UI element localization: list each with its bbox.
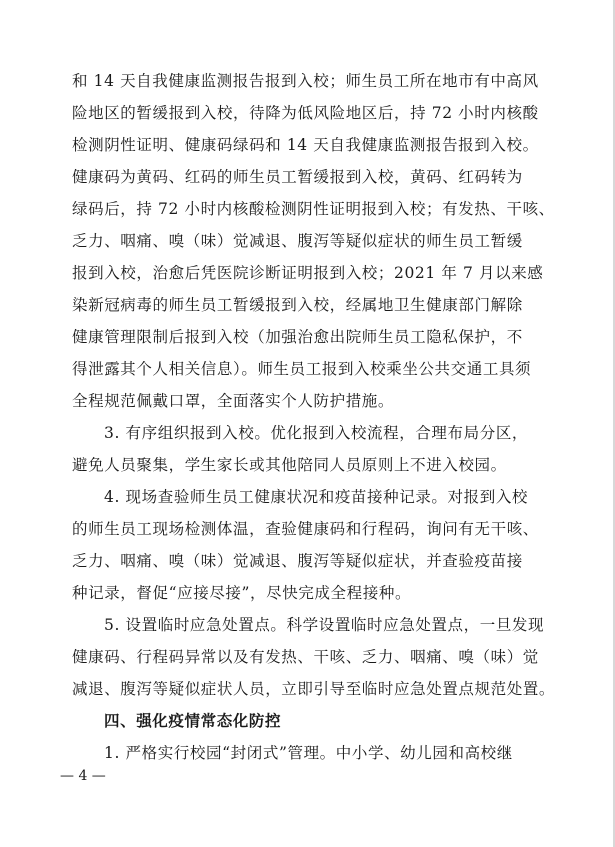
body-line: 险地区的暂缓报到入校，待降为低风险地区后，持 72 小时内核酸 (72, 104, 539, 122)
page-number: — 4 — (60, 768, 106, 784)
body-line: 健康码、行程码异常以及有发热、干咳、乏力、咽痛、嗅（味）觉 (72, 648, 539, 666)
body-line: 乏力、咽痛、嗅（味）觉减退、腹泻等疑似症状，并查验疫苗接 (72, 552, 523, 570)
body-line: 染新冠病毒的师生员工暂缓报到入校，经属地卫生健康部门解除 (72, 296, 523, 314)
body-line: 的师生员工现场检测体温，查验健康码和行程码，询问有无干咳、 (72, 520, 539, 538)
body-line: 健康管理限制后报到入校（加强治愈出院师生员工隐私保护，不 (72, 328, 523, 346)
body-line: 健康码为黄码、红码的师生员工暂缓报到入校，黄码、红码转为 (72, 168, 523, 186)
body-line: 避免人员聚集，学生家长或其他陪同人员原则上不进入校园。 (72, 456, 507, 474)
body-line: 种记录，督促“应接尽接”，尽快完成全程接种。 (72, 584, 412, 602)
body-line: 报到入校，治愈后凭医院诊断证明报到入校；2021 年 7 月以来感 (72, 264, 544, 282)
section-heading: 四、强化疫情常态化防控 (104, 712, 282, 730)
body-line: 得泄露其个人相关信息）。师生员工报到入校乘坐公共交通工具须 (72, 360, 532, 378)
item-4-line: 4. 现场查验师生员工健康状况和疫苗接种记录。对报到入校 (104, 488, 529, 506)
item-1-line: 1. 严格实行校园“封闭式”管理。中小学、幼儿园和高校继 (104, 744, 513, 762)
body-line: 乏力、咽痛、嗅（味）觉减退、腹泻等疑似症状的师生员工暂缓 (72, 232, 523, 250)
body-line: 减退、腹泻等疑似症状人员，立即引导至临时应急处置点规范处置。 (72, 680, 556, 698)
body-line: 检测阴性证明、健康码绿码和 14 天自我健康监测报告报到入校。 (72, 136, 539, 154)
body-line: 和 14 天自我健康监测报告报到入校；师生员工所在地市有中高风 (72, 72, 539, 90)
body-line: 全程规范佩戴口罩，全面落实个人防护措施。 (72, 392, 395, 410)
body-line: 绿码后，持 72 小时内核酸检测阴性证明报到入校；有发热、干咳、 (72, 200, 555, 218)
item-5-line: 5. 设置临时应急处置点。科学设置临时应急处置点，一旦发现 (104, 616, 545, 634)
item-3-line: 3. 有序组织报到入校。优化报到入校流程，合理布局分区， (104, 424, 529, 442)
